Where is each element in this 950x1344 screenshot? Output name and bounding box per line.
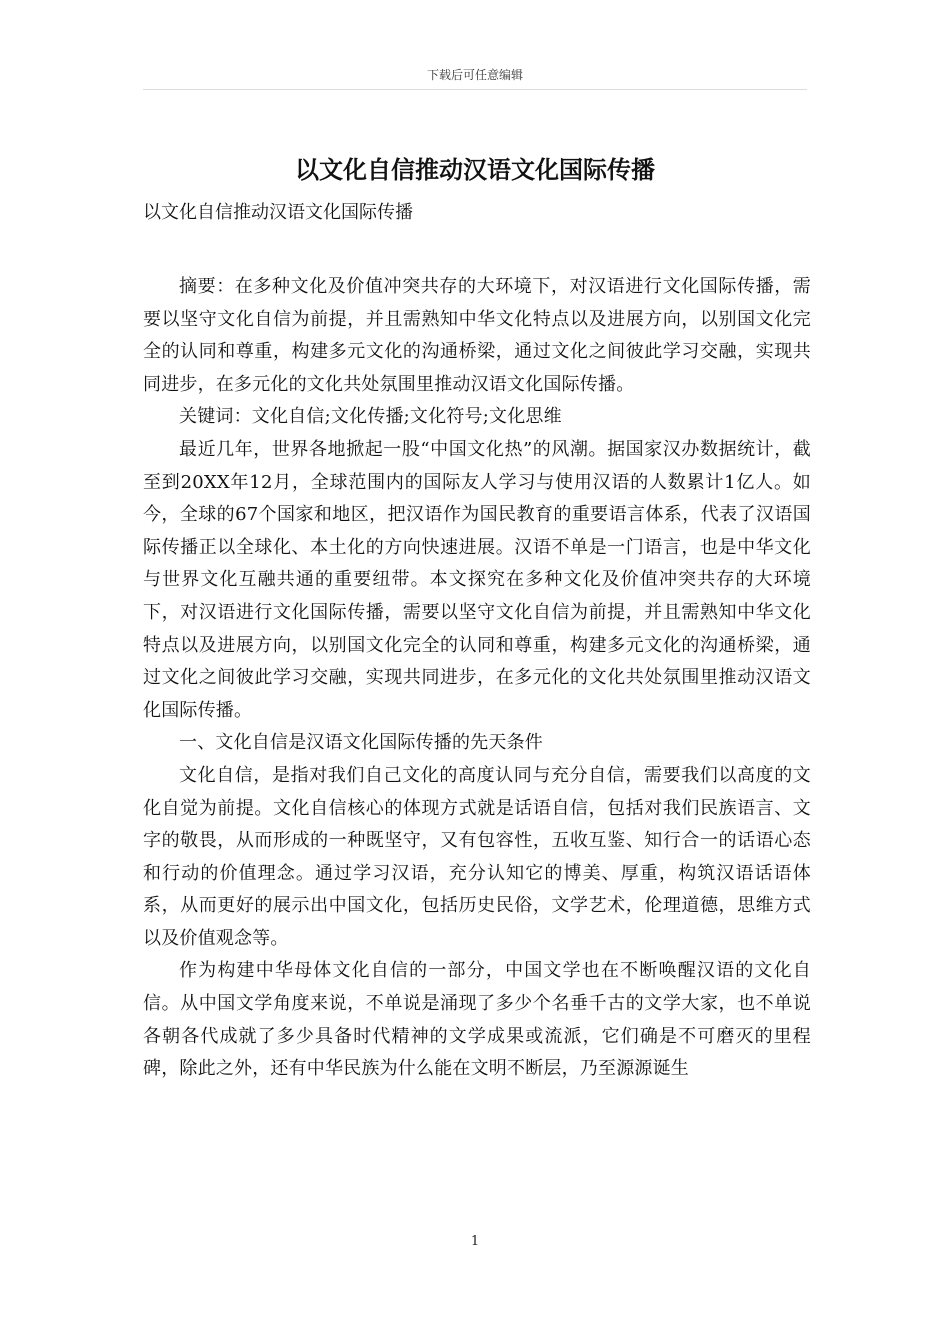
- intro-paragraph: 最近几年，世界各地掀起一股“中国文化热”的风潮。据国家汉办数据统计，截至到20XX年12月，全球范围内的国际友人学习与使用汉语的人数累计1亿人。如今，全球的67个国家和地区，把汉语作为国民教育的重要语言体系，代表了汉语国际传播正以全球化、本土化的方向快速进展。汉语不单是一门语言，也是中华文化与世界文化互融共通的重要纽带。本文探究在多种文化及价值冲突共存的大环境下，对汉语进行文化国际传播，需要以坚守文化自信为前提，并且需熟知中华文化特点以及进展方向，以别国文化完全的认同和尊重，构建多元文化的沟通桥梁，通过文化之间彼此学习交融，实现共同进步，在多元化的文化共处氛围里推动汉语文化国际传播。: [143, 438, 811, 721]
- document-body: [143, 271, 811, 1086]
- document-title: 以文化自信推动汉语文化国际传播: [295, 156, 655, 184]
- body-paragraph: 文化自信，是指对我们自己文化的高度认同与充分自信，需要我们以高度的文化自觉为前提。文化自信核心的体现方式就是话语自信，包括对我们民族语言、文字的敬畏，从而形成的一种既坚守，又有包容性，五收互鉴、知行合一的话语心态和行动的价值理念。通过学习汉语，充分认知它的博美、厚重，构筑汉语话语体系，从而更好的展示出中国文化，包括历史民俗，文学艺术，伦理道德，思维方式以及价值观念等。: [143, 764, 811, 949]
- body-paragraph: 作为构建中华母体文化自信的一部分，中国文学也在不断唤醒汉语的文化自信。从中国文学角度来说，不单说是涌现了多少个名垂千古的文学大家，也不单说各朝各代成就了多少具备时代精神的文学成果或流派，它们确是不可磨灭的里程碑，除此之外，还有中华民族为什么能在文明不断层，乃至源源诞生: [143, 960, 811, 1080]
- page-number: 1: [470, 1234, 480, 1249]
- abstract-paragraph: 摘要：在多种文化及价值冲突共存的大环境下，对汉语进行文化国际传播，需要以坚守文化自信为前提，并且需熟知中华文化特点以及进展方向，以别国文化完全的认同和尊重，构建多元文化的沟通桥梁，通过文化之间彼此学习交融，实现共同进步，在多元化的文化共处氛围里推动汉语文化国际传播。: [143, 276, 811, 395]
- section-heading-1: 一、文化自信是汉语文化国际传播的先天条件: [179, 732, 543, 754]
- keywords-paragraph: 关键词：文化自信;文化传播;文化符号;文化思维: [179, 406, 562, 428]
- header-divider: [143, 89, 807, 90]
- page-header-note: 下载后可任意编辑: [426, 68, 523, 82]
- document-subtitle: 以文化自信推动汉语文化国际传播: [143, 202, 413, 223]
